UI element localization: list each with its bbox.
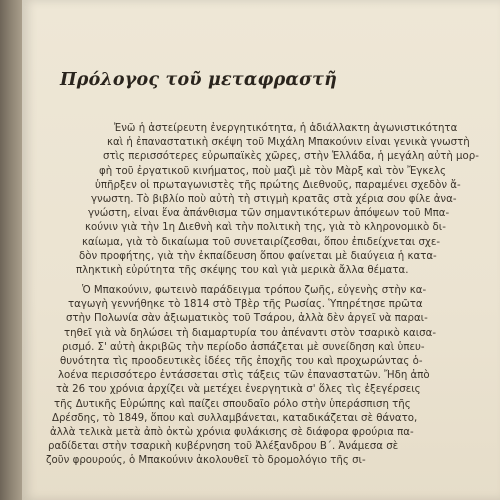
text-line: γνωστη. Τὸ βιβλίο ποὺ αὐτὴ τὴ στιγμὴ κρατᾶς στὰ χέρια σου φίλε ἀνα- [91,193,457,205]
text-line: δὸν προφήτης, γιὰ τὴν ἐκπαίδευση ὅπου φαίνεται μὲ διαύγεια ἡ κατα- [79,250,437,262]
text-line: ρισμό. Σ' αὐτὴ ἀκριβῶς τὴν περίοδο ἀσπάζεται μὲ συνείδηση καὶ ὑπευ- [62,341,425,353]
paragraph-1 [22,122,500,278]
text-line: τὰ 26 του χρόνια ἀρχίζει νὰ μετέχει ἐνεργητικὰ σ' ὅλες τὶς ἐξεγέρσεις [56,384,421,396]
text-line: τηθεῖ γιὰ νὰ δηλώσει τὴ διαμαρτυρία του ἀπέναντι στὸν τσαρικὸ καισα- [64,327,437,339]
page-title: Πρόλογος τοῦ μεταφραστῆ [60,70,338,90]
body-text [22,122,500,469]
text-line: καὶ ἡ ἐπαναστατικὴ σκέψη τοῦ Μιχάλη Μπακούνιν εἶναι γενικὰ γνωστὴ [107,137,470,149]
text-line: ὑπῆρξεν οἱ πρωταγωνιστὲς τῆς πρώτης Διεθνοῦς, παραμένει σχεδὸν ἄ- [95,179,461,191]
text-line: καίωμα, γιὰ τὸ δικαίωμα τοῦ συνεταιρίζεσθαι, ὅπου ἐπιδείχνεται σχε- [82,236,441,248]
text-line: πληκτικὴ εὐρύτητα τῆς σκέψης του καὶ γιὰ μερικὰ ἄλλα θέματα. [76,264,409,276]
text-line: φὴ τοῦ ἐργατικοῦ κινήματος, ποὺ μαζὶ μὲ τὸν Μὰρξ καὶ τὸν Ἔγκελς [99,165,446,177]
text-line: ζοῦν φρουρούς, ὁ Μπακούνιν ἀκολουθεῖ τὸ δρομολόγιο τῆς σι- [46,455,366,467]
text-line: τῆς Δυτικῆς Εὐρώπης καὶ παίζει σπουδαῖο ρόλο στὴν ὑπεράσπιση τῆς [54,398,411,410]
text-line: ταγωγὴ γεννήθηκε τὸ 1814 στὸ Τβὲρ τῆς Ρωσίας. Ὑπηρέτησε πρῶτα [68,299,423,311]
text-line: Ἐνῶ ἡ ἀστείρευτη ἐνεργητικότητα, ἡ ἀδιάλλακτη ἀγωνιστικότητα [114,123,458,134]
text-line: ἀλλὰ τελικὰ μετὰ ἀπὸ ὀκτὼ χρόνια φυλάκισης σὲ διάφορα φρούρια πα- [50,426,414,438]
book-page [22,0,500,500]
paragraph-2 [22,284,500,468]
text-line: Δρέσδης, τὸ 1849, ὅπου καὶ συλλαμβάνεται, καταδικάζεται σὲ θάνατο, [52,412,418,424]
text-line: Ὁ Μπακούνιν, φωτεινὸ παράδειγμα τρόπου ζωῆς, εὐγενὴς στὴν κα- [82,285,427,297]
text-line: θυνότητα τὶς προοδευτικὲς ἰδέες τῆς ἐποχῆς του καὶ προχωρώντας ὁ- [60,356,423,367]
text-line: στὶς περισσότερες εὐρωπαϊκὲς χῶρες, στὴν Ἑλλάδα, ἡ μεγάλη αὐτὴ μορ- [103,151,479,163]
text-line: λοένα περισσότερο ἐντάσσεται στὶς τάξεις τῶν ἐπαναστατῶν. Ἤδη ἀπὸ [58,370,430,382]
text-line: στὴν Πολωνία σὰν ἀξιωματικὸς τοῦ Τσάρου, ἀλλὰ δὲν ἀργεῖ νὰ παραι- [66,313,428,325]
text-line: γνώστη, εἶναι ἕνα ἀπάνθισμα τῶν σημαντικότερων ἀπόψεων τοῦ Μπα- [88,208,450,220]
text-line: ραδίδεται στὴν τσαρικὴ κυβέρνηση τοῦ Ἀλέξανδρου Β΄. Ἀνάμεσα σὲ [48,441,399,453]
text-line: κούνιν γιὰ τὴν 1η Διεθνὴ καὶ τὴν πολιτικὴ της, γιὰ τὸ κληρονομικὸ δι- [85,222,446,234]
